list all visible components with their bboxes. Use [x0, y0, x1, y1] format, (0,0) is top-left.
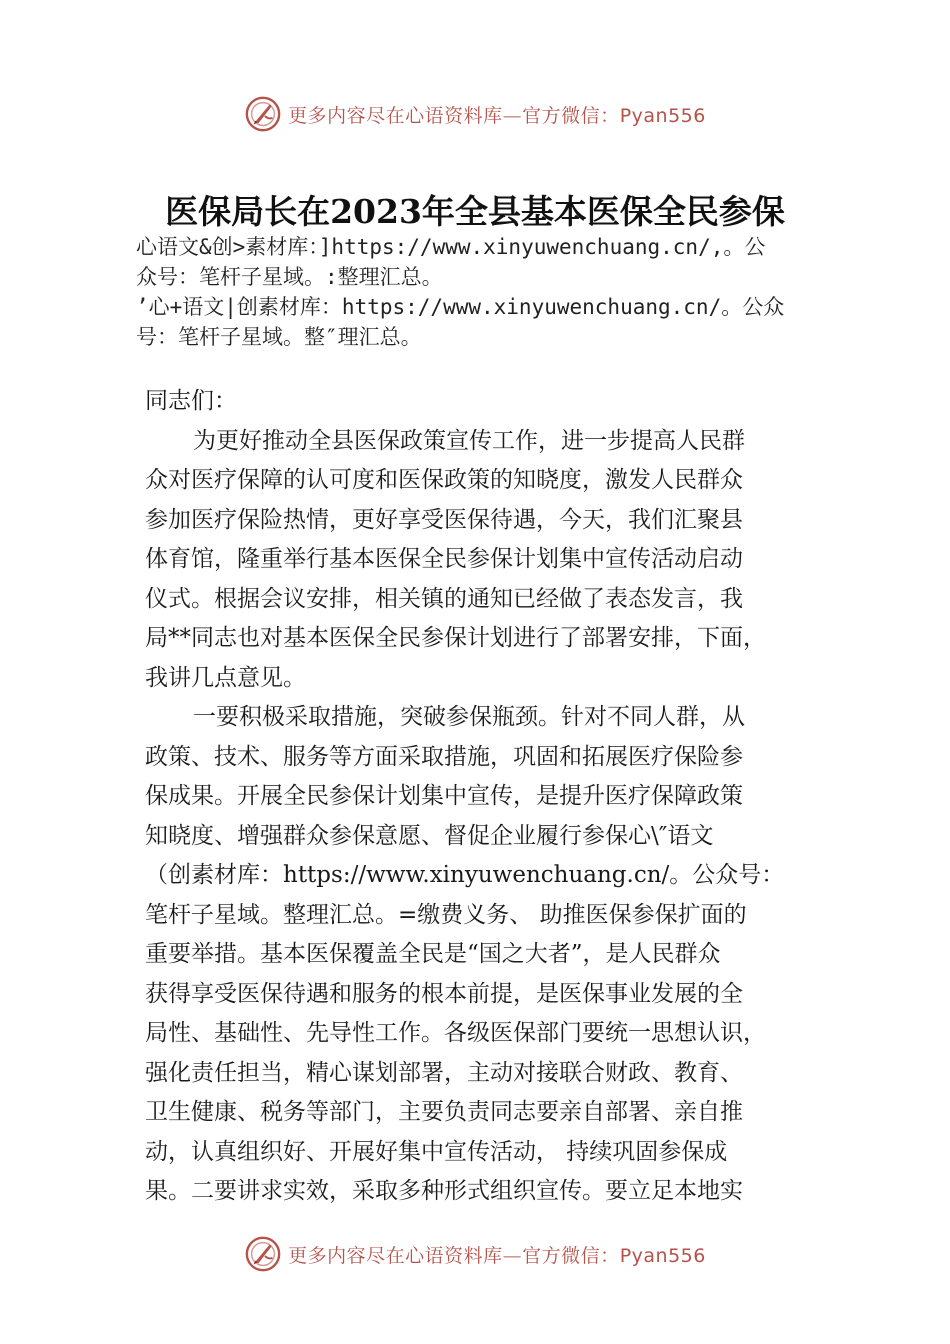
body-line: 保成果。开展全民参保计划集中宣传，是提升医疗保障政策: [145, 783, 743, 809]
watermark-line: 号：笔杆子星域。整″理汇总。: [136, 325, 422, 349]
banner-text: [288, 101, 706, 128]
document-title: 医保局长在2023年全县基本医保全民参保: [165, 192, 785, 231]
watermark-block-2: [136, 292, 856, 352]
header-banner: [0, 92, 950, 136]
body-line: 果。二要讲求实效，采取多种形式组织宣传。要立足本地实: [145, 1178, 743, 1204]
body-line: 笔杆子星域。整理汇总。=缴费义务、 助推医保参保扩面的: [145, 901, 747, 928]
body-line: 局**同志也对基本医保全民参保计划进行了部署安排，下面，: [145, 625, 766, 651]
body-line: 获得享受医保待遇和服务的根本前提，是医保事业发展的全: [145, 980, 743, 1007]
body-line: 卫生健康、税务等部门，主要负责同志要亲自部署、亲自推: [145, 1099, 743, 1125]
body-line: 强化责任担当，精心谋划部署，主动对接联合财政、教育、: [145, 1059, 743, 1086]
banner-tail: 官方微信：: [522, 104, 620, 127]
banner-main: 更多内容尽在心语资料库: [288, 1244, 503, 1267]
body-line: 仪式。根据会议安排，相关镇的通知已经做了表态发言，我: [145, 585, 743, 612]
logo-icon: [244, 1235, 282, 1273]
body-line: 体育馆，隆重举行基本医保全民参保计划集中宣传活动启动: [145, 546, 743, 572]
banner-dash: —: [502, 104, 523, 127]
banner-wechat-id: Pyan556: [619, 1244, 706, 1267]
document-body: [145, 382, 835, 1212]
watermark-block-1: [136, 232, 856, 292]
watermark-line: 心语文&创>素材库：]https://www.xinyuwenchuang.cn/,。公: [136, 235, 766, 259]
footer-banner: [0, 1232, 950, 1276]
body-line: 参加医疗保险热情，更好享受医保待遇，今天，我们汇聚县: [145, 506, 743, 533]
body-line: 为更好推动全县医保政策宣传工作，进一步提高人民群: [193, 427, 745, 454]
logo-icon: [244, 95, 282, 133]
salutation: 同志们：: [145, 388, 237, 414]
banner-tail: 官方微信：: [522, 1244, 620, 1267]
body-line: 重要举措。基本医保覆盖全民是“国之大者”，是人民群众: [145, 941, 721, 967]
body-line: 一要积极采取措施，突破参保瓶颈。针对不同人群，从: [193, 704, 745, 730]
banner-dash: —: [502, 1244, 523, 1267]
watermark-line: 众号：笔杆子星域。:整理汇总。: [136, 265, 443, 289]
body-line: 动，认真组织好、开展好集中宣传活动， 持续巩固参保成: [145, 1138, 728, 1165]
body-line: 政策、技术、服务等方面采取措施，巩固和拓展医疗保险参: [145, 743, 743, 770]
body-line: 知晓度、增强群众参保意愿、督促企业履行参保心\″语文: [145, 822, 714, 849]
body-line: 局性、基础性、先导性工作。各级医保部门要统一思想认识，: [145, 1020, 766, 1046]
banner-wechat-id: Pyan556: [619, 104, 706, 127]
banner-main: 更多内容尽在心语资料库: [288, 104, 503, 127]
banner-text: [288, 1241, 706, 1268]
body-line: 众对医疗保障的认可度和医保政策的知晓度，激发人民群众: [145, 467, 743, 493]
body-line: 我讲几点意见。: [145, 664, 306, 691]
watermark-line: ’心+语文|创素材库：https://www.xinyuwenchuang.cn/。公众: [136, 295, 785, 319]
body-line: （创素材库：https://www.xinyuwenchuang.cn/。公众号：: [145, 862, 785, 888]
